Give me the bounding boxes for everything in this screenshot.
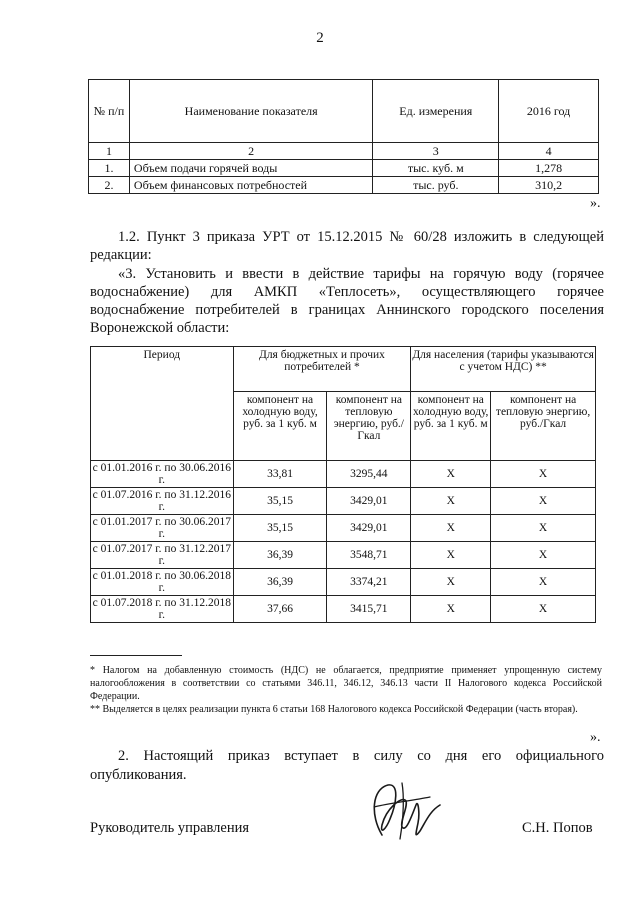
signatory-name: С.Н. Попов xyxy=(522,820,593,836)
row-cold-value: 36,39 xyxy=(233,569,327,596)
row-pop-cold: Х xyxy=(411,542,491,569)
quote-line3: водоснабжение потребителей в границах Аннинского городского поселения xyxy=(90,302,604,318)
paragraph-1-2-line1: 1.2. Пункт 3 приказа УРТ от 15.12.2015 № 60/28 изложить в следующей xyxy=(118,229,604,245)
header-cell-unit: Ед. измерения xyxy=(373,80,499,143)
tariff-header-row xyxy=(91,347,596,392)
row-pop-heat: Х xyxy=(491,542,596,569)
row-value: 310,2 xyxy=(499,177,599,194)
row-pop-heat: Х xyxy=(491,569,596,596)
paragraph-2-line1: 2. Настоящий приказ вступает в силу со дня его официального xyxy=(118,748,604,764)
subheader-cold-water: компонент на холодную воду, руб. за 1 куб. м xyxy=(411,392,491,461)
row-unit: тыс. куб. м xyxy=(373,160,499,177)
row-pop-heat: Х xyxy=(491,596,596,623)
numbering-cell: 4 xyxy=(499,143,599,160)
row-pop-heat: Х xyxy=(491,488,596,515)
row-period: с 01.01.2016 г. по 30.06.2016 г. xyxy=(91,461,234,488)
header-cell-indicator: Наименование показателя xyxy=(129,80,373,143)
row-number: 1. xyxy=(89,160,130,177)
footnote-2: ** Выделяется в целях реализации пункта 6 статьи 168 Налогового кодекса Российской Федерации (часть вторая). xyxy=(90,704,578,715)
row-pop-cold: Х xyxy=(411,596,491,623)
header-budget-consumers: Для бюджетных и прочих потребителей * xyxy=(233,347,411,392)
column-numbering-row xyxy=(89,143,599,160)
row-pop-cold: Х xyxy=(411,461,491,488)
tariff-table xyxy=(90,346,596,623)
table-row xyxy=(91,596,596,623)
row-period: с 01.07.2016 г. по 31.12.2016 г. xyxy=(91,488,234,515)
row-indicator: Объем подачи горячей воды xyxy=(129,160,373,177)
row-cold-value: 35,15 xyxy=(233,515,327,542)
row-pop-heat: Х xyxy=(491,515,596,542)
quote-line2: водоснабжение) для АМКП «Теплосеть», осуществляющего горячее xyxy=(90,284,604,300)
quote-line1: «3. Установить и ввести в действие тарифы на горячую воду (горячее xyxy=(118,266,604,282)
row-heat-value: 3295,44 xyxy=(327,461,411,488)
paragraph-1-2-line2: редакции: xyxy=(90,247,152,263)
row-number: 2. xyxy=(89,177,130,194)
row-heat-value: 3548,71 xyxy=(327,542,411,569)
row-pop-cold: Х xyxy=(411,488,491,515)
row-heat-value: 3429,01 xyxy=(327,515,411,542)
row-cold-value: 36,39 xyxy=(233,542,327,569)
row-heat-value: 3415,71 xyxy=(327,596,411,623)
signatory-position: Руководитель управления xyxy=(90,820,250,836)
table-header-row xyxy=(89,80,599,143)
row-heat-value: 3429,01 xyxy=(327,488,411,515)
row-pop-cold: Х xyxy=(411,569,491,596)
handwritten-signature xyxy=(360,775,450,845)
row-value: 1,278 xyxy=(499,160,599,177)
header-population: Для населения (тарифы указываются с учетом НДС) ** xyxy=(411,347,596,392)
table-row xyxy=(91,488,596,515)
table-row xyxy=(91,461,596,488)
row-cold-value: 37,66 xyxy=(233,596,327,623)
row-unit: тыс. руб. xyxy=(373,177,499,194)
table-row xyxy=(91,569,596,596)
quote-line4: Воронежской области: xyxy=(90,320,230,336)
row-period: с 01.01.2017 г. по 30.06.2017 г. xyxy=(91,515,234,542)
row-period: с 01.01.2018 г. по 30.06.2018 г. xyxy=(91,569,234,596)
row-period: с 01.07.2017 г. по 31.12.2017 г. xyxy=(91,542,234,569)
table-row xyxy=(91,542,596,569)
row-cold-value: 33,81 xyxy=(233,461,327,488)
footnote-1: * Налогом на добавленную стоимость (НДС) не облагается, предприятие применяет упрощенную систему налогообложения в соответствии со статьями 346.11, 346.12, 346.13 части II Налогового кодекса Российской Федерации. xyxy=(90,665,602,702)
numbering-cell: 1 xyxy=(89,143,130,160)
subheader-heat-energy: компонент на тепловую энергию, руб./Гкал xyxy=(491,392,596,461)
subheader-cold-water: компонент на холодную воду, руб. за 1 куб. м xyxy=(233,392,327,461)
numbering-cell: 2 xyxy=(129,143,373,160)
row-pop-cold: Х xyxy=(411,515,491,542)
paragraph-2-line2: опубликования. xyxy=(90,767,187,783)
page-number: 2 xyxy=(316,30,324,46)
quote-closing: ». xyxy=(590,730,601,745)
row-period: с 01.07.2018 г. по 31.12.2018 г. xyxy=(91,596,234,623)
header-cell-number: № п/п xyxy=(89,80,130,143)
table-row xyxy=(89,160,599,177)
numbering-cell: 3 xyxy=(373,143,499,160)
row-cold-value: 35,15 xyxy=(233,488,327,515)
footnote-divider xyxy=(90,655,182,656)
header-period: Период xyxy=(91,347,234,461)
header-cell-year: 2016 год xyxy=(499,80,599,143)
row-pop-heat: Х xyxy=(491,461,596,488)
indicators-table xyxy=(88,79,599,194)
row-indicator: Объем финансовых потребностей xyxy=(129,177,373,194)
table1-closing-quote: ». xyxy=(590,196,601,211)
table-row xyxy=(91,515,596,542)
subheader-heat-energy: компонент на тепловую энергию, руб./Гкал xyxy=(327,392,411,461)
table-row xyxy=(89,177,599,194)
row-heat-value: 3374,21 xyxy=(327,569,411,596)
